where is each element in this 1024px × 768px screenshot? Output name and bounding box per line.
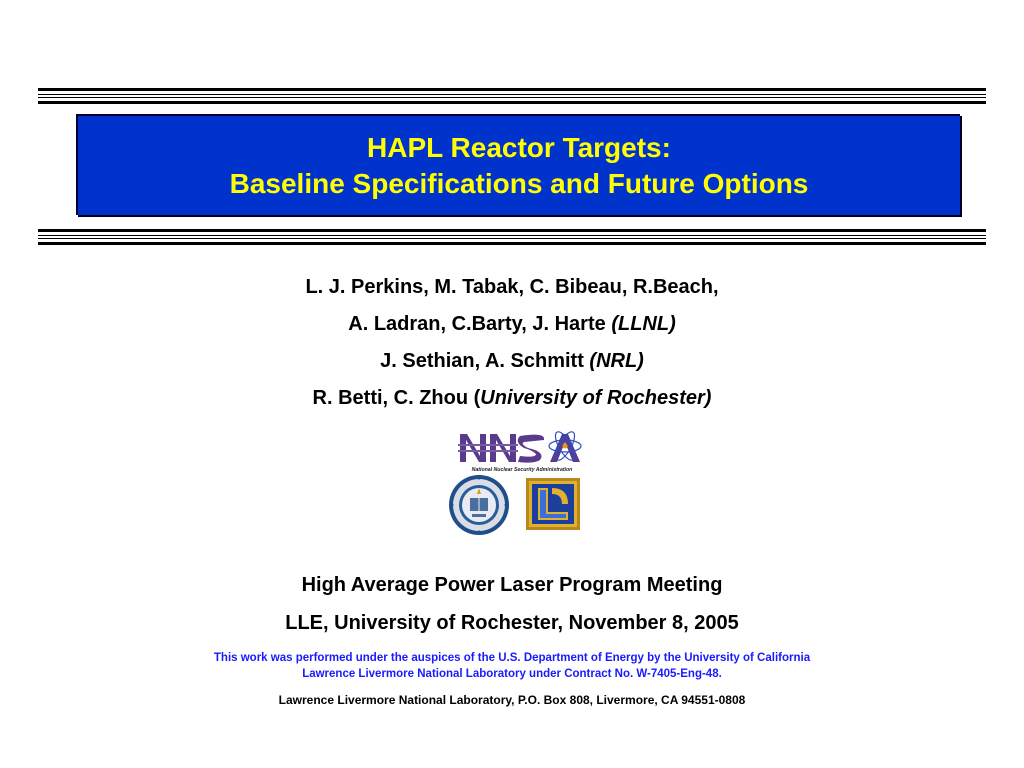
meeting-info (0, 568, 1024, 644)
divider-line (38, 229, 986, 232)
author-names: A. Ladran, C.Barty, J. Harte (348, 313, 612, 335)
author-affiliation: University of Rochester) (480, 387, 712, 409)
title-line-2: Baseline Specifications and Future Options (229, 167, 809, 199)
divider-line (38, 88, 986, 91)
divider-line (38, 101, 986, 104)
llnl-logo-icon (526, 478, 580, 530)
university-of-california-seal-icon (448, 474, 510, 536)
bottom-divider-lines (38, 229, 986, 247)
funding-notice-line-1: This work was performed under the auspices of the U.S. Department of Energy by the University of California (213, 652, 811, 664)
author-list (0, 272, 1024, 420)
divider-line (38, 242, 986, 245)
divider-line (38, 97, 986, 98)
divider-line (38, 94, 986, 95)
author-affiliation: (NRL) (589, 350, 644, 372)
meeting-location-date: LLE, University of Rochester, November 8, 2005 (285, 612, 739, 634)
nnsa-logo-icon (454, 430, 590, 474)
nnsa-caption: National Nuclear Security Administration (471, 467, 573, 473)
author-line (0, 346, 1024, 383)
sponsor-logos (0, 430, 1024, 535)
divider-line (38, 235, 986, 236)
divider-line (38, 238, 986, 239)
top-divider-lines (38, 88, 986, 106)
funding-notice-line-2: Lawrence Livermore National Laboratory under Contract No. W-7405-Eng-48. (302, 668, 722, 680)
lab-address: Lawrence Livermore National Laboratory, P.O. Box 808, Livermore, CA 94551-0808 (278, 693, 746, 707)
author-names: L. J. Perkins, M. Tabak, C. Bibeau, R.Beach, (305, 276, 719, 298)
author-affiliation: (LLNL) (611, 313, 676, 335)
title-line-1: HAPL Reactor Targets: (367, 131, 671, 163)
meeting-name: High Average Power Laser Program Meeting (301, 574, 723, 596)
author-line (0, 383, 1024, 420)
title-banner (76, 114, 960, 215)
author-names: R. Betti, C. Zhou ( (312, 387, 481, 409)
author-names: J. Sethian, A. Schmitt (380, 350, 590, 372)
author-line (0, 309, 1024, 346)
funding-notice (0, 650, 1024, 682)
author-line (0, 272, 1024, 309)
